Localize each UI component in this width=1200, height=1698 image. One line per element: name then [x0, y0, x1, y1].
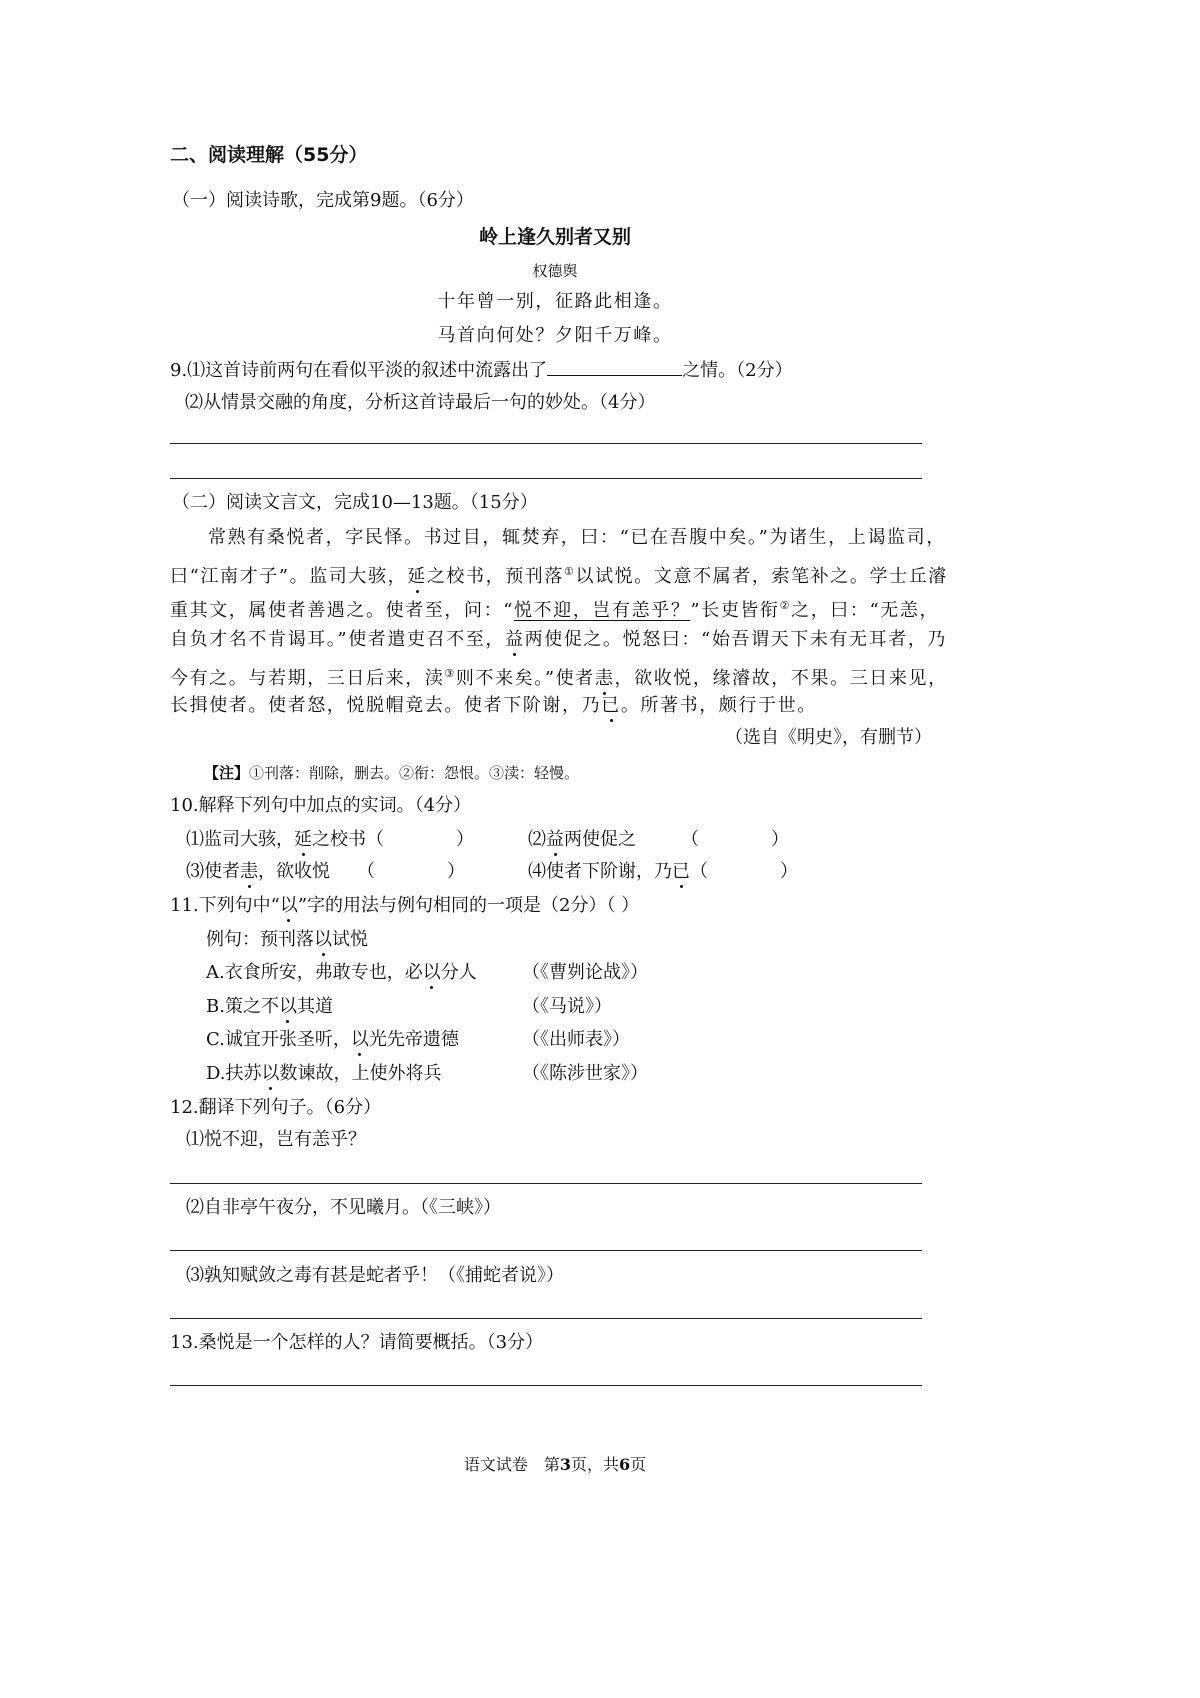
passage-line: 常熟有桑悦者，字民怿。书过目，辄焚弃，曰：“已在吾腹中矣。”为诸生，上谒监司， [208, 527, 946, 548]
passage-line: 长揖使者。使者怒，悦脱帽竟去。使者下阶谢，乃已。所著书，颇行于世。 [170, 695, 817, 716]
q9-part2: ⑵从情景交融的角度，分析这首诗最后一句的妙处。（4分） [185, 392, 656, 413]
passage-line: 重其文，属使者善遇之。使者至，问：“悦不迎，岂有恙乎？”长吏皆衔②之，曰：“无恙， [170, 599, 940, 621]
page-footer: 语文试卷 第3页，共6页 [463, 1455, 647, 1474]
answer-line[interactable] [170, 1318, 922, 1319]
q9-text: 之情。（2分） [682, 360, 793, 381]
q10-item: ⑷使者下阶谢，乃已（ ） [528, 861, 798, 882]
q11-option-source: （《马说》） [522, 995, 612, 1017]
q11-stem: 11.下列句中“以”字的用法与例句相同的一项是（2分）（ ） [170, 895, 640, 916]
q9-text: 9.⑴这首诗前两句在看似平淡的叙述中流露出了 [170, 360, 548, 381]
q10-item: ⑶使者恚，欲收悦 （ ） [186, 861, 465, 882]
passage-line: 今有之。与若期，三日后来，渎③则不来矣。”使者恚，欲收悦，缘濬故，不果。三日来见， [170, 667, 948, 689]
poem-line: 马首向何处？夕阳千万峰。 [437, 325, 673, 346]
q11-example: 例句：预刊落以试悦 [206, 929, 368, 950]
q12-stem: 12.翻译下列句子。（6分） [170, 1097, 382, 1118]
q11-option[interactable]: C.诚宜开张圣听，以光先帝遗德 [206, 1029, 459, 1050]
answer-line[interactable] [170, 443, 922, 444]
answer-line[interactable] [170, 1183, 922, 1184]
q11-option[interactable]: D.扶苏以数谏故，上使外将兵 [206, 1062, 442, 1084]
poem-author: 权德舆 [532, 262, 578, 280]
section-title: 二、阅读理解（55分） [170, 144, 368, 166]
passage-line: 曰“江南才子”。监司大骇，延之校书，预刊落①以试悦。文意不属者，索笔补之。学士丘濬 [170, 565, 948, 587]
part2-heading: （二）阅读文言文，完成10—13题。（15分） [172, 492, 538, 513]
passage-line: 自负才名不肯谒耳。”使者遣吏召不至，益两使促之。悦怒曰：“始吾谓天下未有无耳者，乃 [170, 629, 948, 650]
q11-option-source: （《陈涉世家》） [522, 1062, 648, 1084]
q12-sentence: ⑶孰知赋敛之毒有甚是蛇者乎！（《捕蛇者说》） [186, 1265, 564, 1286]
poem-title: 岭上逢久别者又别 [478, 226, 631, 248]
q10-item: ⑴监司大骇，延之校书（ ） [186, 829, 474, 850]
answer-line[interactable] [170, 1385, 922, 1386]
part1-heading: （一）阅读诗歌，完成第9题。（6分） [172, 190, 474, 211]
q11-option-source: （《曹刿论战》） [522, 962, 648, 983]
q10-stem: 10.解释下列句中加点的实词。（4分） [170, 795, 472, 816]
q9-part1 [170, 357, 793, 383]
q11-option-source: （《出师表》） [522, 1029, 630, 1050]
passage-note: 【注】①刊落：削除，删去。②衔：怨恨。③渎：轻慢。 [204, 764, 580, 782]
q11-option[interactable]: B.策之不以其道 [206, 995, 333, 1017]
answer-blank[interactable] [547, 357, 682, 376]
answer-line[interactable] [170, 478, 922, 479]
passage-source: （选自《明史》，有删节） [725, 727, 932, 748]
q12-sentence: ⑵自非亭午夜分，不见曦月。（《三峡》） [186, 1197, 501, 1218]
q12-sentence: ⑴悦不迎，岂有恙乎？ [186, 1129, 366, 1150]
poem-line: 十年曾一别，征路此相逢。 [437, 291, 673, 312]
q13-stem: 13.桑悦是一个怎样的人？请简要概括。（3分） [170, 1332, 544, 1353]
answer-line[interactable] [170, 1250, 922, 1251]
q10-item: ⑵益两使促之 （ ） [528, 829, 789, 850]
q11-option[interactable]: A.衣食所安，弗敢专也，必以分人 [206, 962, 477, 983]
